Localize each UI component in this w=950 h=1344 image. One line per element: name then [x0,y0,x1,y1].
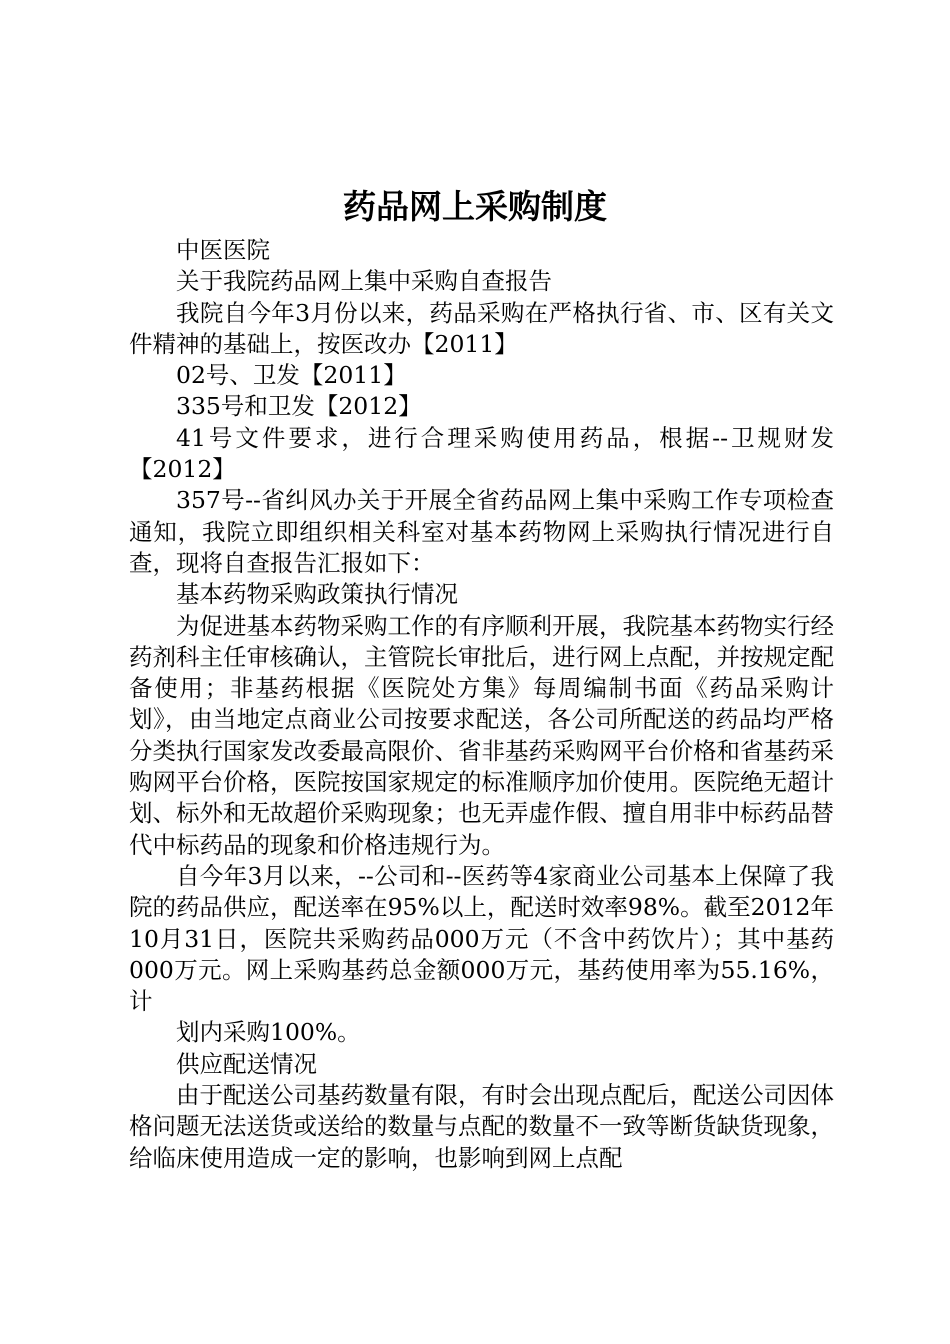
paragraph: 357号--省纠风办关于开展全省药品网上集中采购工作专项检查通知，我院立即组织相关科室对基本药物网上采购执行情况进行自查，现将自查报告汇报如下： [129,486,834,577]
paragraph-hospital-name: 中医医院 [176,236,270,264]
paragraph: 41号文件要求，进行合理采购使用药品，根据--卫规财发【2012】 [129,423,834,484]
paragraph: 335号和卫发【2012】 [176,392,422,421]
paragraph: 由于配送公司基药数量有限，有时会出现点配后，配送公司因体格问题无法送货或送给的数量与点配的数量不一致等断货缺货现象，给临床使用造成一定的影响，也影响到网上点配 [129,1081,834,1172]
paragraph: 划内采购100%。 [176,1018,361,1047]
section-heading: 基本药物采购政策执行情况 [176,580,458,609]
paragraph: 自今年3月以来，--公司和--医药等4家商业公司基本上保障了我院的药品供应，配送率在95%以上，配送时效率98%。截至2012年10月31日，医院共采购药品000万元（不含中药饮片）；其中基药000万元。网上采购基药总金额000万元，基药使用率为55.16%，计 [129,861,834,1016]
document-body [129,235,834,1174]
section-heading: 供应配送情况 [176,1049,317,1078]
paragraph: 为促进基本药物采购工作的有序顺利开展，我院基本药物实行经药剂科主任审核确认，主管院长审批后，进行网上点配，并按规定配备使用；非基药根据《医院处方集》每周编制书面《药品采购计划》，由当地定点商业公司按要求配送，各公司所配送的药品均严格分类执行国家发改委最高限价、省非基药采购网平台价格和省基药采购网平台价格，医院按国家规定的标准顺序加价使用。医院绝无超计划、标外和无故超价采购现象；也无弄虚作假、擅自用非中标药品替代中标药品的现象和价格违规行为。 [129,611,834,859]
paragraph: 我院自今年3月份以来，药品采购在严格执行省、市、区有关文件精神的基础上，按医改办【2011】 [129,298,834,358]
document-title: 药品网上采购制度 [343,187,607,226]
paragraph-report-title: 关于我院药品网上集中采购自查报告 [176,267,552,296]
paragraph: 02号、卫发【2011】 [176,361,407,390]
